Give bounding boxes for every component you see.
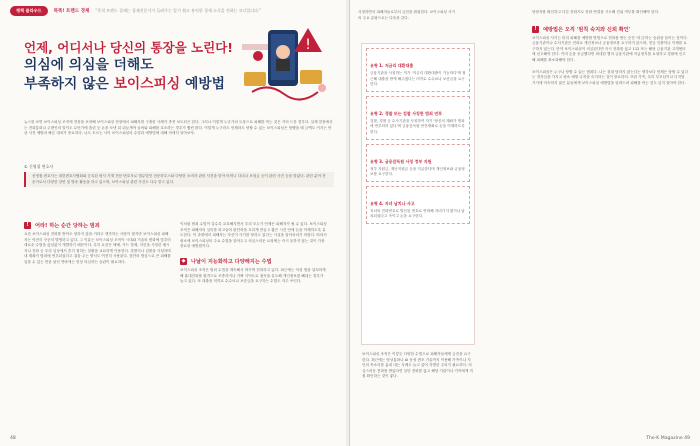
article-lead: 뉴스를 보면 보이스피싱 조직에 현장을 포착해 보이스피싱 현장에서 피해자를 구출한 사례가 종종 보도되곤 한다. 그러나 이렇게 누군가의 도움으로 피해를 막는 것은 거의 드문 경우다. 실제 현장에서는 전화통화나 주변인의 말이도 무언가에 홀린 듯 돈을 보낸 뒤 뒤늦게야 들어와 피해를 호소하는 경우가 훨씬 많다. 이렇게 누구라도 언제라도 당할 수 있는 보이스피싱은 당했을 때 금액도 커지는 만큼 사전 예방과 빠른 대처가 중요하다. 나도 모르는 사이 보이스피싱의 수법과 예방법에 대해 자세히 알아보자. bbox=[24, 120, 333, 136]
title-line-3-prefix: 부족하지 않은 bbox=[24, 76, 114, 92]
subheading-2-text: 나날이 지능화하고 다양해지는 수법 bbox=[191, 258, 272, 265]
body-text: 요즘 보이스피싱 전화를 받아도 당하지 않을 거라고 생각하는 사람이 많지만 보이스피싱 피해자는 여전히 꾸준히 발생하고 있다. 그 이유는 보이스피싱 조직이 시대와 기술의 변화에 맞추어 새로운 수법을 끊임없이 개발하기 때문이다. 특히 요즘은 택배, 카드 결제, 지인을 사칭한 메시지나 전화 등 우리 일상에서 흔히 접하는 상황을 교묘하게 이용한다. 경찰이나 검찰을 사칭하며 내 계좌가 범죄에 연루되었다고 겁을 주는 방식도 여전히 사용된다. 잠깐의 방심으로 큰 피해를 입을 수 있는 만큼 낯선 연락에는 항상 의심하는 습관이 필요하다. bbox=[24, 232, 171, 264]
body-text: 보이스피싱 조직은 이렇듯 다양한 수법으로 피해자들에게 금전을 요구한다. 최근에는 영상통화나 AI 음성 변조 기술까지 이용해 가족이나 지인의 목소리를 흉내 내는 사례도 늘고 있어 각별한 주의가 필요하다. 의심스러운 전화를 받았다면 일단 전화를 끊고 해당 기관이나 가족에게 직접 확인하는 것이 좋다. bbox=[362, 352, 473, 379]
left-column-1 bbox=[24, 222, 171, 266]
svg-text:!: ! bbox=[305, 37, 311, 53]
page-number-right: 49 bbox=[684, 436, 690, 441]
case-item bbox=[366, 48, 470, 92]
category-tag: 쟁책 클라우드 bbox=[10, 6, 48, 16]
page-number-left: 48 bbox=[10, 436, 16, 441]
subheading-1-text: 어라! 하는 순간 당하는 범죄 bbox=[35, 223, 100, 229]
section-quote: "목적 트렌드 경제는 경제전문가가 들려주는 알기 쉽고 유익한 경제 소식을 전하는 코너입니다." bbox=[95, 8, 262, 13]
warning-icon: ! bbox=[24, 222, 31, 229]
section-title: 똑똑! 트렌드 경제 bbox=[53, 9, 90, 14]
case-title: 유형 3. 금융감독원 사칭 정부 지원 bbox=[370, 158, 432, 164]
body-text: 보이스피싱은 누구나 당할 수 있는 범죄다. 나는 절대 당하지 않는다는 생각보다 언제든 당할 수 있다는 경각심을 가지고 평소 예방 수칙을 숙지하는 것이 중요하다. 또한 가족, 특히 부모님이나 디지털 기기에 익숙하지 않은 분들에게 보이스피싱 예방법을 알려드려 피해를 막는 것도 잊지 말아야 한다. bbox=[532, 69, 688, 85]
title-line-3-suffix: 예방법 bbox=[180, 76, 226, 92]
case-title: 유형 2. 경찰 또는 검찰 사칭한 범죄 연루 bbox=[370, 110, 443, 116]
body-text: 당당자를 확인하고 다른 전화기로 전화 연결을 시도해 진위 여부를 확인해야 한다. bbox=[532, 10, 660, 14]
case-text: 정부 지원금, 재난지원금 등을 지급한다며 개인정보와 금융정보를 요구한다. bbox=[370, 166, 465, 177]
right-column-1-bottom bbox=[362, 352, 474, 380]
case-item bbox=[366, 144, 470, 182]
phone-scam-illustration bbox=[238, 22, 334, 108]
body-text: 보이스피싱 사기는 미리 피해를 예방할 방법으로 전화를 받는 순간 '의심'하는 습관을 들이는 것이다. 금융기관이나 수사기관은 전화로 개인정보나 금융정보를 요구하지 않으며, 현금 인출이나 이체를 요구하지 않는다. 만약 보이스피싱이 의심된다면 즉시 전화를 끊고 112 또는 해당 금융기관 고객센터에 신고해야 한다. 이미 돈을 송금했다면 최대한 빨리 금융기관에 지급정지를 요청하고 경찰에 신고해 피해를 최소화해야 한다. bbox=[532, 35, 688, 62]
right-column-1-top bbox=[358, 10, 458, 21]
subheading-3 bbox=[532, 26, 688, 33]
case-text: 검찰, 경찰 등 수사기관을 사칭하여 자기 '당신의 계좌가 범죄에 연루되어 있다'며 금융감독원 안전계좌로 돈을 이체하도록 한다. bbox=[370, 118, 465, 134]
title-line-1: 언제, 어디서나 당신의 통장을 노린다! bbox=[24, 40, 233, 55]
case-text: 자녀의 전화번호로 발신된 번호로 연락해 자녀가 다쳤거나 납치되었다고 속이고 돈을 요구한다. bbox=[370, 208, 465, 219]
body-text: 이처럼 범죄 수법이 갈수록 교묘해지면서 우리 모두가 언제든 피해자가 될 수 있다. 보이스피싱 조직은 피해자의 심리를 파고들어 판단력을 흐리게 만들고 짧은 시간 안에 돈을 이체하도록 유도한다. 이 과정에서 피해자는 자신이 사기를 당하고 있다는 사실을 알아차리기 어렵다. 따라서 평소에 보이스피싱의 주요 수법을 알아두고 의심스러운 요청에는 즉시 응하지 않는 것이 가장 중요한 예방법이다. bbox=[180, 222, 327, 249]
subheading-3-text: 예방법은 오직 '원칙 숙지와 신뢰 확인' bbox=[543, 26, 631, 33]
author-note: 신영철 변호사는 대한변호사협회와 등록된 평사 기재 전문 변호사로 법무법인 천문하우스와 다양한 소비자 관련 사건을 맡아 어머니 다녀나 보험금 등이 관련 사건 등을 맡았다. 관련 분야 전문가로서 다양한 강연 및 방송 활동을 하고 있으며, 보이스피싱 관련 사건도 다수 맡고 있다. bbox=[24, 172, 334, 187]
case-item bbox=[366, 96, 470, 140]
case-title: 유형 1. 저금리 대환대출 bbox=[370, 63, 414, 68]
title-line-2: 의심에 의심을 더해도 bbox=[24, 57, 154, 73]
case-text: 금융기관을 사칭하는 자가 '저금리 대환대출이 가능하다'며 접근해 대출을 받게 해주겠다는 미끼로 수수료나 보증금을 요구한다. bbox=[370, 71, 466, 87]
article-title bbox=[24, 40, 234, 94]
case-item bbox=[366, 186, 470, 224]
right-column-2 bbox=[532, 10, 688, 86]
title-highlight: 보이스피싱 bbox=[113, 76, 181, 92]
subheading-1 bbox=[24, 222, 171, 229]
case-title: 유형 4. 자녀 납치나 사고 bbox=[370, 200, 415, 206]
warning-icon: ! bbox=[532, 26, 539, 33]
title-line-3 bbox=[24, 75, 234, 94]
right-page bbox=[350, 0, 700, 446]
body-text: 보이스피싱 조직은 범죄 수법을 계속해서 바꾸며 진화하고 있다. 최근에는 악성 앱을 설치하게 해 휴대전화를 원격으로 조종하거나 가짜 사이트로 접속을 유도해 개인정보를 빼내는 경우가 늘고 있다. 또 대출을 미끼로 수수료나 보증금을 요구하는 수법도 자주 쓰인다. bbox=[180, 267, 326, 284]
page-header bbox=[10, 6, 339, 16]
magazine-name: The-K Magazine bbox=[646, 436, 683, 441]
megaphone-icon: ◆ bbox=[181, 257, 186, 264]
author-byline: ① 신영철 변호사 bbox=[24, 164, 54, 169]
body-text: 사칭하면서 피해자들로부터 금전을 편취한다. 보이스피싱 사기의 주요 유형으로는 다음과 같다. bbox=[358, 10, 456, 20]
left-column-2 bbox=[180, 222, 327, 285]
money-icon bbox=[244, 72, 266, 86]
subheading-2 bbox=[180, 258, 327, 265]
page-footer bbox=[646, 436, 690, 441]
case-types-box bbox=[362, 44, 474, 344]
